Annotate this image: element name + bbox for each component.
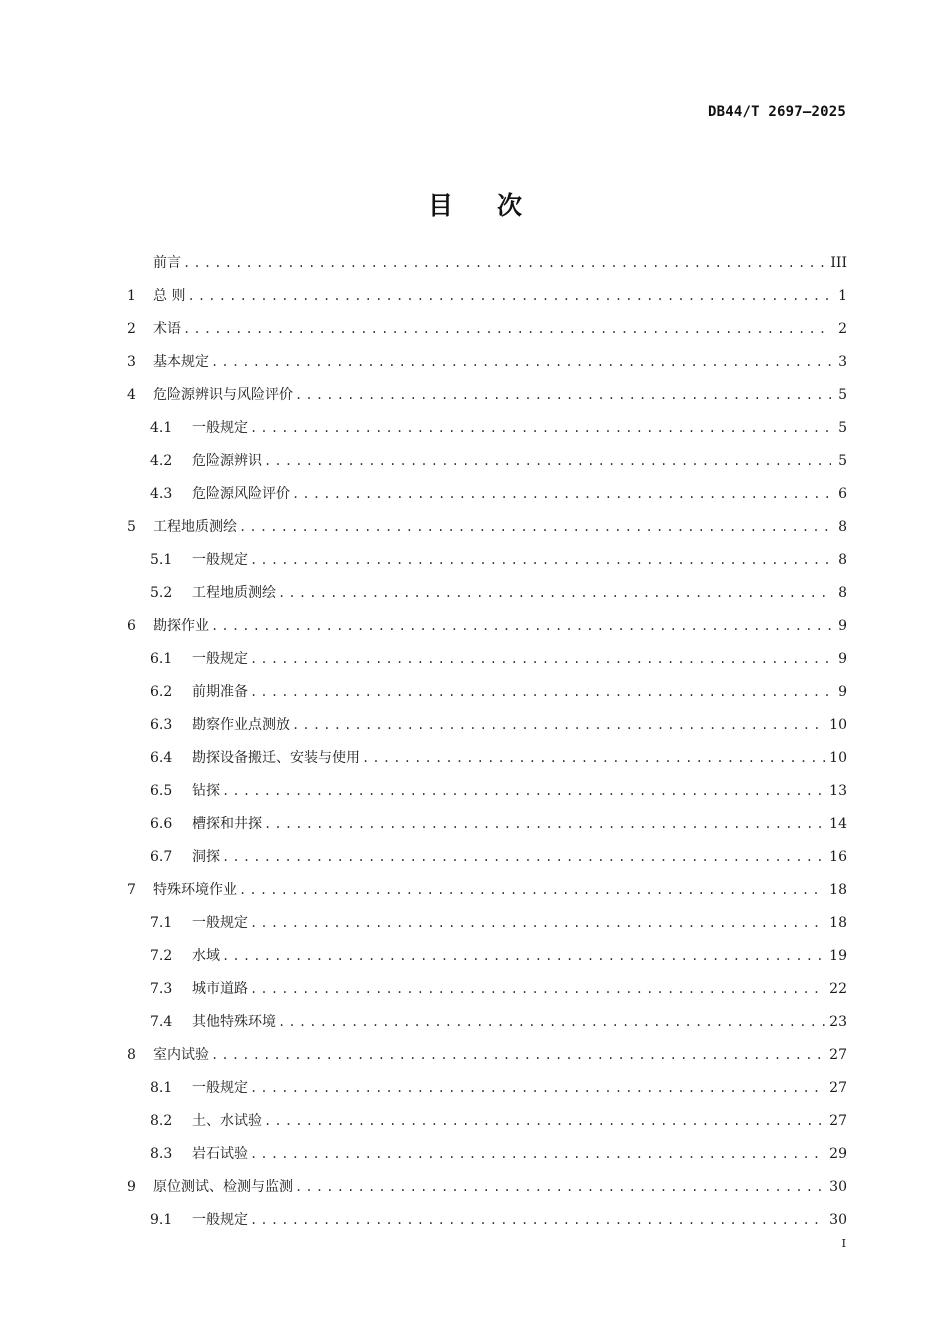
- toc-entry[interactable]: [127, 648, 847, 681]
- toc-entry-label: 前期准备: [192, 684, 248, 700]
- toc-dot-leader: [183, 252, 826, 274]
- toc-dot-leader: [250, 549, 831, 571]
- toc-entry-label: 勘探作业: [153, 618, 209, 634]
- toc-entry[interactable]: [127, 285, 847, 318]
- toc-entry-label: 洞探: [192, 849, 220, 865]
- toc-dot-leader: [250, 681, 831, 703]
- document-code: DB44/T 2697—2025: [707, 104, 846, 120]
- toc-entry-number: 8.1: [150, 1080, 173, 1096]
- toc-entry-number: 2: [127, 321, 136, 337]
- toc-entry-page: 8: [838, 519, 847, 535]
- toc-entry-page: 29: [829, 1146, 847, 1162]
- toc-entry-page: 10: [829, 750, 847, 766]
- toc-entry[interactable]: [127, 1176, 847, 1209]
- toc-entry-page: 30: [829, 1212, 847, 1228]
- toc-title: 目次: [427, 191, 566, 220]
- toc-entry[interactable]: [127, 780, 847, 813]
- toc-entry-number: 9: [127, 1179, 136, 1195]
- toc-entry-number: 4.2: [150, 453, 173, 469]
- toc-dot-leader: [278, 582, 831, 604]
- toc-entry-number: 7.4: [150, 1014, 173, 1030]
- toc-dot-leader: [264, 450, 831, 472]
- toc-entry-label: 室内试验: [153, 1047, 209, 1063]
- toc-dot-leader: [222, 780, 825, 802]
- toc-entry-page: 19: [829, 948, 847, 964]
- toc-entry-number: 6.3: [150, 717, 173, 733]
- toc-entry-number: 7: [127, 882, 136, 898]
- toc-dot-leader: [292, 714, 825, 736]
- toc-entry[interactable]: [127, 1209, 847, 1242]
- toc-entry-label: 城市道路: [192, 981, 248, 997]
- toc-entry-page: III: [830, 255, 847, 271]
- toc-entry[interactable]: [127, 1110, 847, 1143]
- toc-entry-label: 岩石试验: [192, 1146, 248, 1162]
- toc-entry-label: 勘探设备搬迁、安装与使用: [192, 750, 360, 766]
- toc-entry[interactable]: [127, 1077, 847, 1110]
- toc-dot-leader: [278, 1011, 825, 1033]
- toc-entry[interactable]: [127, 252, 847, 285]
- toc-dot-leader: [211, 351, 831, 373]
- toc-entry-label: 一般规定: [192, 552, 248, 568]
- toc-entry-page: 27: [829, 1047, 847, 1063]
- toc-entry-page: 16: [829, 849, 847, 865]
- toc-dot-leader: [187, 285, 831, 307]
- toc-entry-number: 5: [127, 519, 136, 535]
- toc-entry[interactable]: [127, 450, 847, 483]
- toc-entry[interactable]: [127, 1143, 847, 1176]
- toc-entry-number: 8.2: [150, 1113, 173, 1129]
- toc-entry[interactable]: [127, 417, 847, 450]
- toc-dot-leader: [250, 417, 831, 439]
- toc-entry-number: 1: [127, 288, 136, 304]
- toc-entry-page: 14: [829, 816, 847, 832]
- toc-entry-page: 10: [829, 717, 847, 733]
- toc-entry-page: 22: [829, 981, 847, 997]
- toc-entry-number: 5.1: [150, 552, 173, 568]
- toc-entry-number: 8.3: [150, 1146, 173, 1162]
- toc-entry-label: 槽探和井探: [192, 816, 262, 832]
- toc-entry-label: 危险源辨识与风险评价: [153, 387, 293, 403]
- toc-entry-label: 工程地质测绘: [153, 519, 237, 535]
- toc-entry-number: 4.3: [150, 486, 173, 502]
- toc-entry-label: 钻探: [192, 783, 220, 799]
- toc-dot-leader: [239, 879, 825, 901]
- toc-dot-leader: [222, 945, 825, 967]
- toc-entry-label: 其他特殊环境: [192, 1014, 276, 1030]
- toc-entry-label: 原位测试、检测与监测: [153, 1179, 293, 1195]
- toc-entry-page: 9: [838, 618, 847, 634]
- toc-entry[interactable]: [127, 945, 847, 978]
- toc-entry[interactable]: [127, 1044, 847, 1077]
- toc-dot-leader: [292, 483, 831, 505]
- page-number: I: [841, 1237, 846, 1250]
- toc-entry-label: 危险源风险评价: [192, 486, 290, 502]
- toc-entry[interactable]: [127, 615, 847, 648]
- toc-entry-page: 5: [838, 420, 847, 436]
- toc-entry-label: 危险源辨识: [192, 453, 262, 469]
- toc-entry-page: 18: [829, 882, 847, 898]
- toc-entry-page: 5: [838, 453, 847, 469]
- toc-entry[interactable]: [127, 582, 847, 615]
- toc-entry[interactable]: [127, 681, 847, 714]
- toc-entry-page: 9: [838, 684, 847, 700]
- toc-entry-page: 30: [829, 1179, 847, 1195]
- toc-dot-leader: [250, 1077, 825, 1099]
- toc-entry-number: 8: [127, 1047, 136, 1063]
- toc-entry-number: 6.4: [150, 750, 173, 766]
- toc-entry-page: 18: [829, 915, 847, 931]
- toc-dot-leader: [250, 912, 825, 934]
- toc-entry-page: 3: [838, 354, 847, 370]
- toc-entry-number: 7.2: [150, 948, 173, 964]
- toc-dot-leader: [211, 1044, 825, 1066]
- toc-entry-label: 特殊环境作业: [153, 882, 237, 898]
- toc-entry-page: 8: [838, 585, 847, 601]
- toc-dot-leader: [250, 648, 831, 670]
- toc-entry-page: 27: [829, 1113, 847, 1129]
- toc-dot-leader: [250, 1209, 825, 1231]
- toc-entry[interactable]: [127, 318, 847, 351]
- table-of-contents: [127, 252, 847, 1242]
- toc-entry[interactable]: [127, 846, 847, 879]
- toc-dot-leader: [264, 1110, 825, 1132]
- toc-entry-label: 一般规定: [192, 420, 248, 436]
- toc-entry[interactable]: [127, 879, 847, 912]
- toc-entry[interactable]: [127, 912, 847, 945]
- toc-entry-page: 1: [838, 288, 847, 304]
- toc-entry-number: 6.7: [150, 849, 173, 865]
- toc-entry[interactable]: [127, 351, 847, 384]
- toc-entry-number: 6.1: [150, 651, 173, 667]
- toc-entry[interactable]: [127, 1011, 847, 1044]
- toc-dot-leader: [295, 1176, 825, 1198]
- toc-dot-leader: [222, 846, 825, 868]
- toc-entry-number: 5.2: [150, 585, 173, 601]
- toc-entry-label: 一般规定: [192, 1080, 248, 1096]
- toc-entry-label: 前言: [153, 255, 181, 271]
- toc-entry-number: 7.1: [150, 915, 173, 931]
- toc-entry-number: 6.5: [150, 783, 173, 799]
- toc-entry-number: 6: [127, 618, 136, 634]
- toc-entry-number: 4: [127, 387, 136, 403]
- toc-entry-page: 27: [829, 1080, 847, 1096]
- toc-dot-leader: [183, 318, 831, 340]
- toc-entry-label: 基本规定: [153, 354, 209, 370]
- toc-entry-label: 工程地质测绘: [192, 585, 276, 601]
- toc-entry-label: 一般规定: [192, 915, 248, 931]
- toc-dot-leader: [264, 813, 825, 835]
- toc-entry-number: 6.2: [150, 684, 173, 700]
- toc-entry-label: 水域: [192, 948, 220, 964]
- toc-entry[interactable]: [127, 384, 847, 417]
- toc-entry[interactable]: [127, 978, 847, 1011]
- toc-entry[interactable]: [127, 714, 847, 747]
- toc-entry-page: 6: [838, 486, 847, 502]
- toc-dot-leader: [211, 615, 831, 637]
- toc-entry-number: 4.1: [150, 420, 173, 436]
- toc-entry[interactable]: [127, 747, 847, 780]
- toc-dot-leader: [295, 384, 831, 406]
- toc-entry-page: 23: [829, 1014, 847, 1030]
- toc-entry-label: 一般规定: [192, 651, 248, 667]
- toc-entry[interactable]: [127, 813, 847, 846]
- toc-dot-leader: [362, 747, 825, 769]
- toc-entry-label: 术语: [153, 321, 181, 337]
- toc-entry[interactable]: [127, 549, 847, 582]
- toc-entry-page: 2: [838, 321, 847, 337]
- toc-entry-label: 勘察作业点测放: [192, 717, 290, 733]
- toc-entry[interactable]: [127, 483, 847, 516]
- toc-entry-page: 5: [838, 387, 847, 403]
- toc-entry-number: 9.1: [150, 1212, 173, 1228]
- toc-entry-number: 3: [127, 354, 136, 370]
- toc-entry-number: 7.3: [150, 981, 173, 997]
- toc-dot-leader: [250, 1143, 825, 1165]
- toc-entry-page: 8: [838, 552, 847, 568]
- toc-dot-leader: [239, 516, 831, 538]
- toc-entry-label: 一般规定: [192, 1212, 248, 1228]
- toc-entry-page: 9: [838, 651, 847, 667]
- toc-entry-number: 6.6: [150, 816, 173, 832]
- toc-dot-leader: [250, 978, 825, 1000]
- toc-entry-label: 总 则: [153, 288, 186, 304]
- toc-entry-page: 13: [829, 783, 847, 799]
- toc-entry-label: 土、水试验: [192, 1113, 262, 1129]
- toc-entry[interactable]: [127, 516, 847, 549]
